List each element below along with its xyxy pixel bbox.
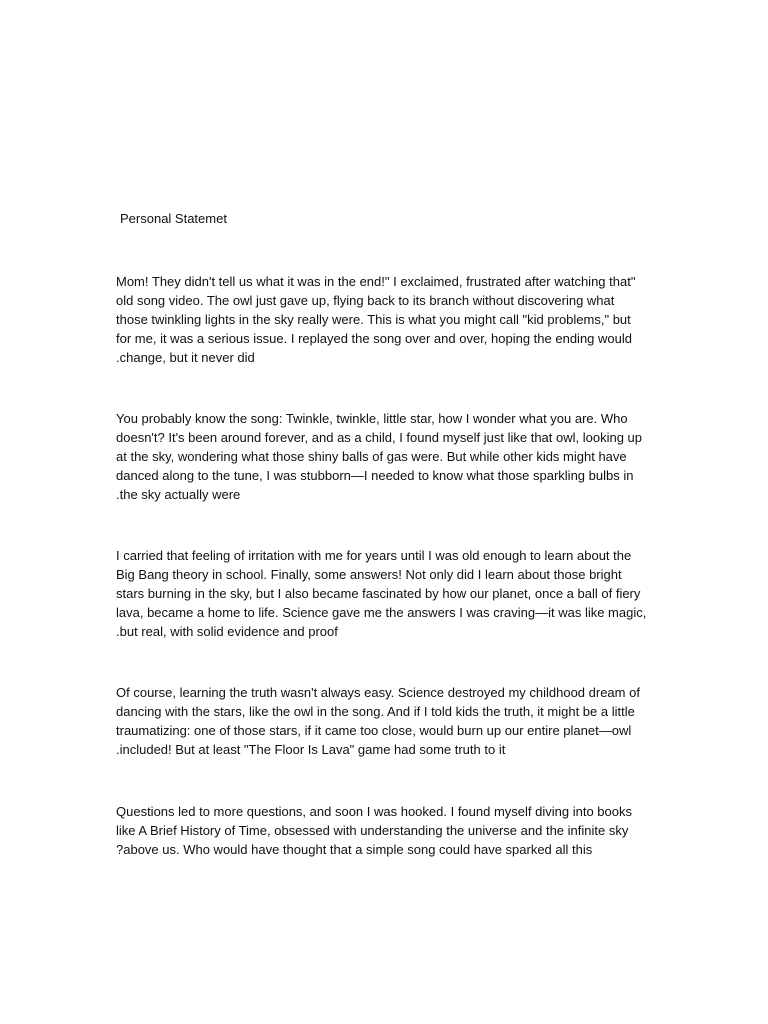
- paragraph-line: I carried that feeling of irritation with me for years until I was old enough to learn about the: [116, 548, 632, 563]
- paragraph-line: Big Bang theory in school. Finally, some answers! Not only did I learn about those bright: [116, 567, 622, 582]
- paragraph-3: [116, 546, 676, 641]
- paragraph-line: doesn't? It's been around forever, and as a child, I found myself just like that owl, looking up: [116, 430, 642, 445]
- paragraph-line: stars burning in the sky, but I also became fascinated by how our planet, once a ball of fiery: [116, 586, 641, 601]
- paragraph-line: danced along to the tune, I was stubborn—I needed to know what those sparkling bulbs in: [116, 468, 634, 483]
- paragraph-line: for me, it was a serious issue. I replayed the song over and over, hoping the ending would: [116, 331, 632, 346]
- paragraph-line: Of course, learning the truth wasn't always easy. Science destroyed my childhood dream of: [116, 685, 640, 700]
- paragraph-line: old song video. The owl just gave up, flying back to its branch without discovering what: [116, 293, 615, 308]
- paragraph-line: .but real, with solid evidence and proof: [116, 624, 338, 639]
- paragraph-line: like A Brief History of Time, obsessed with understanding the universe and the infinite sky: [116, 823, 629, 838]
- document-title: Personal Statemet: [120, 211, 227, 226]
- paragraph-line: ?above us. Who would have thought that a simple song could have sparked all this: [116, 842, 593, 857]
- paragraph-line: dancing with the stars, like the owl in the song. And if I told kids the truth, it might be a little: [116, 704, 635, 719]
- paragraph-line: .included! But at least "The Floor Is Lava" game had some truth to it: [116, 742, 506, 757]
- paragraph-line: Mom! They didn't tell us what it was in the end!" I exclaimed, frustrated after watching that": [116, 274, 636, 289]
- paragraph-2: [116, 409, 676, 504]
- paragraph-5: [116, 802, 676, 859]
- paragraph-line: at the sky, wondering what those shiny balls of gas were. But while other kids might have: [116, 449, 627, 464]
- paragraph-line: those twinkling lights in the sky really were. This is what you might call "kid problems," but: [116, 312, 631, 327]
- paragraph-line: lava, became a home to life. Science gave me the answers I was craving—it was like magic,: [116, 605, 647, 620]
- paragraph-line: .the sky actually were: [116, 487, 241, 502]
- paragraph-line: Questions led to more questions, and soon I was hooked. I found myself diving into books: [116, 804, 632, 819]
- paragraph-line: .change, but it never did: [116, 350, 255, 365]
- paragraph-1: [116, 272, 676, 367]
- paragraph-line: You probably know the song: Twinkle, twinkle, little star, how I wonder what you are. Who: [116, 411, 628, 426]
- paragraph-4: [116, 683, 676, 759]
- paragraph-line: traumatizing: one of those stars, if it came too close, would burn up our entire planet—owl: [116, 723, 632, 738]
